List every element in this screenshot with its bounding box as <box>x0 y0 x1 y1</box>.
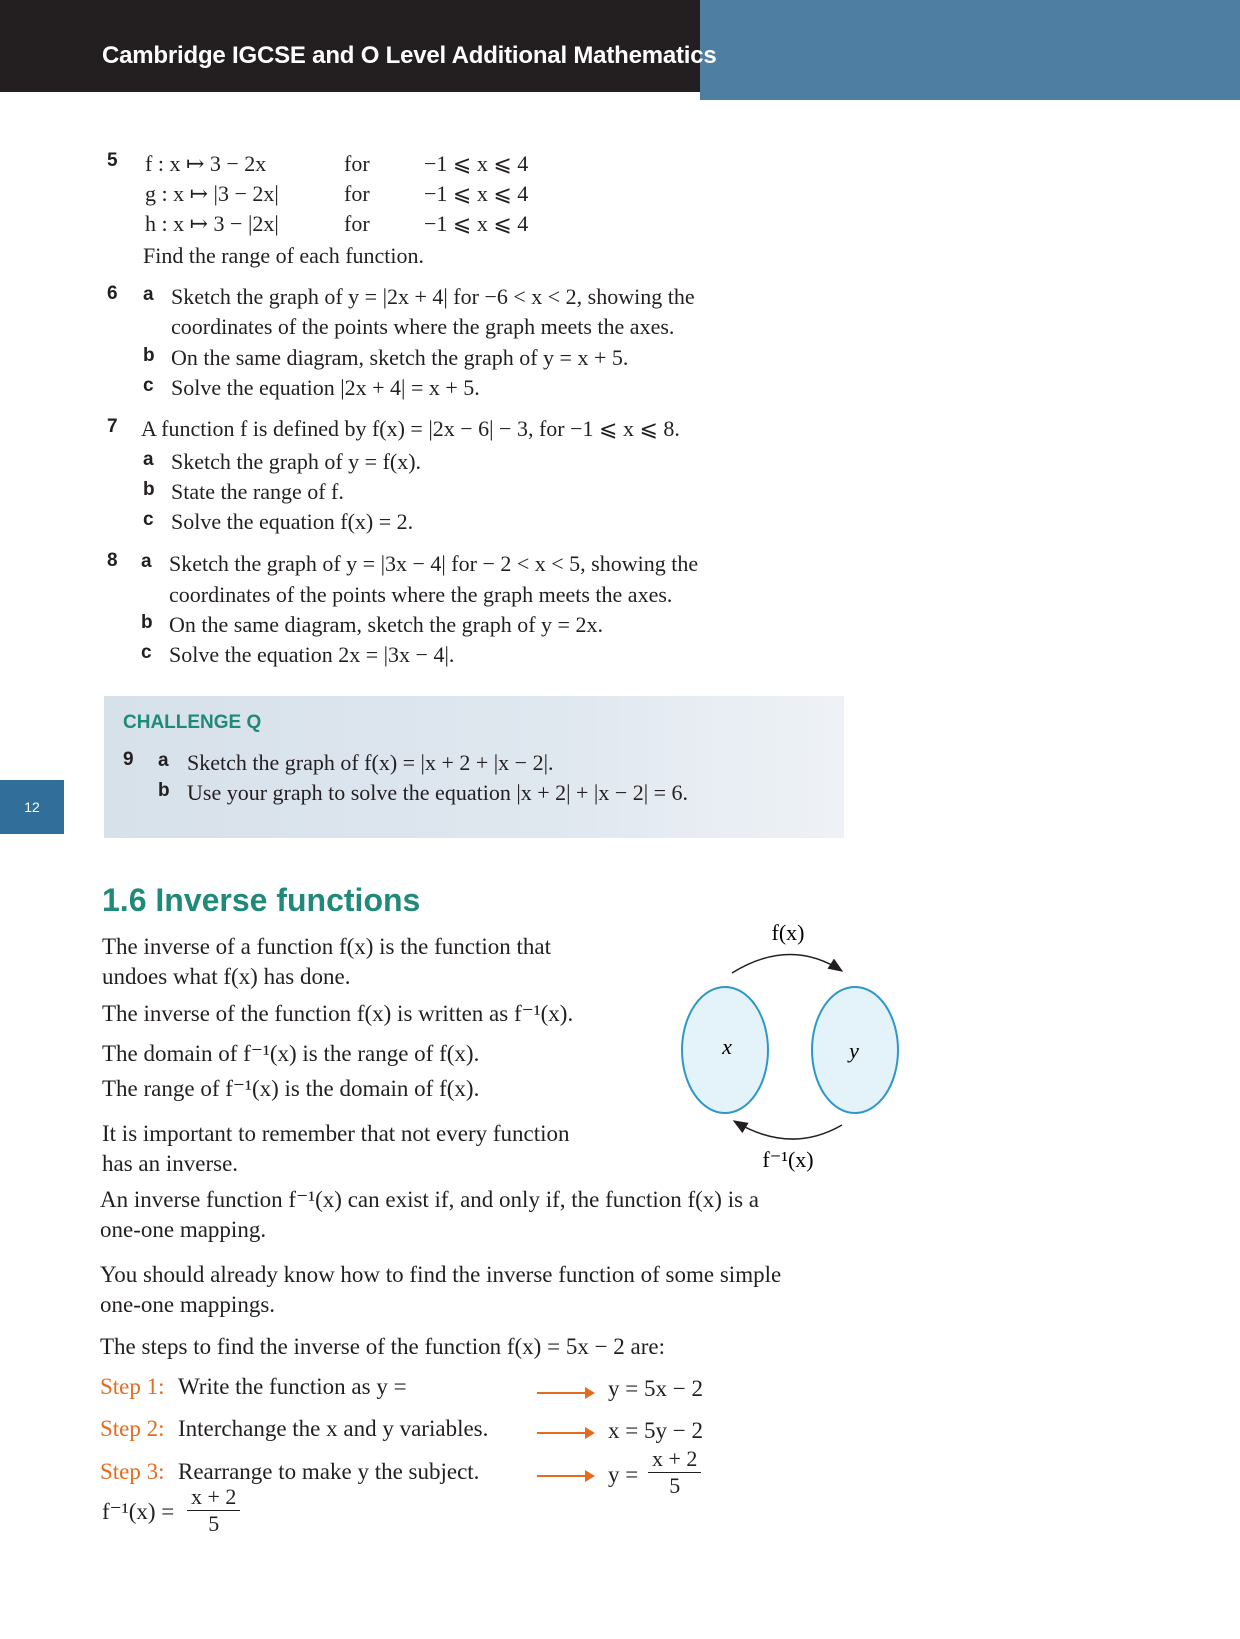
paragraph-line: The steps to find the inverse of the function f(x) = 5x − 2 are: <box>100 1334 666 1359</box>
challenge-title: CHALLENGE Q <box>123 712 262 733</box>
fraction-numerator: x + 2 <box>187 1484 240 1511</box>
q7-part-a: Sketch the graph of y = f(x). <box>171 449 422 474</box>
part-label: c <box>143 509 154 530</box>
step-result: y = 5x − 2 <box>608 1376 703 1401</box>
step-text: Rearrange to make y the subject. <box>178 1459 480 1484</box>
step-result-fraction <box>648 1446 701 1499</box>
paragraph-line: one-one mapping. <box>100 1217 267 1242</box>
paragraph-line: undoes what f(x) has done. <box>102 964 351 989</box>
part-label: c <box>141 642 152 663</box>
q5-row-g-name: g : x ↦ |3 − 2x| <box>145 181 279 206</box>
paragraph-line: The inverse of the function f(x) is written as f⁻¹(x). <box>102 1001 574 1026</box>
step-text: Write the function as y = <box>178 1374 407 1399</box>
diagram-top-label: f(x) <box>771 920 805 945</box>
q5-row-h-for: for <box>344 211 370 236</box>
step-label: Step 2: <box>100 1416 165 1441</box>
q6-part-b: On the same diagram, sketch the graph of y = x + 5. <box>171 345 629 370</box>
q5-row-h-name: h : x ↦ 3 − |2x| <box>145 211 279 236</box>
step-arrow <box>537 1432 593 1434</box>
domain-label: x <box>722 1034 732 1059</box>
step-arrow <box>537 1475 593 1477</box>
paragraph-line: You should already know how to find the inverse function of some simple <box>100 1262 782 1287</box>
step-text: Interchange the x and y variables. <box>178 1416 489 1441</box>
part-label: b <box>141 612 153 633</box>
q7-part-b: State the range of f. <box>171 479 344 504</box>
part-label: a <box>141 551 152 572</box>
header-accent-bar <box>700 0 1240 100</box>
part-label: a <box>143 284 154 305</box>
question-number: 6 <box>107 283 118 304</box>
fraction-denominator: 5 <box>669 1473 681 1498</box>
q6-part-a-cont: coordinates of the points where the graph meets the axes. <box>171 314 675 339</box>
paragraph-line: one-one mappings. <box>100 1292 276 1317</box>
q7-stem: A function f is defined by f(x) = |2x − 6| − 3, for −1 ⩽ x ⩽ 8. <box>141 416 680 441</box>
paragraph-line: The inverse of a function f(x) is the function that <box>102 934 551 959</box>
paragraph-line: An inverse function f⁻¹(x) can exist if, and only if, the function f(x) is a <box>100 1187 760 1212</box>
range-label: y <box>849 1038 859 1063</box>
diagram-bottom-label: f⁻¹(x) <box>762 1147 814 1172</box>
q5-instruction: Find the range of each function. <box>143 243 425 268</box>
inverse-mapping-diagram <box>670 915 910 1175</box>
q6-part-c: Solve the equation |2x + 4| = x + 5. <box>171 375 480 400</box>
q6-part-a: Sketch the graph of y = |2x + 4| for −6 < x < 2, showing the <box>171 284 695 309</box>
final-lhs: f⁻¹(x) = <box>102 1499 175 1524</box>
question-number: 9 <box>123 749 134 770</box>
q5-row-f-for: for <box>344 151 370 176</box>
final-fraction <box>187 1484 240 1537</box>
section-title: 1.6 Inverse functions <box>102 882 421 918</box>
book-title: Cambridge IGCSE and O Level Additional Mathematics <box>102 42 717 69</box>
part-label: b <box>158 780 170 801</box>
q8-part-a: Sketch the graph of y = |3x − 4| for − 2 < x < 5, showing the <box>169 551 699 576</box>
paragraph-line: The domain of f⁻¹(x) is the range of f(x). <box>102 1041 480 1066</box>
part-label: b <box>143 345 155 366</box>
q7-part-c: Solve the equation f(x) = 2. <box>171 509 414 534</box>
step-label: Step 1: <box>100 1374 165 1399</box>
q8-part-c: Solve the equation 2x = |3x − 4|. <box>169 642 455 667</box>
paragraph-line: has an inverse. <box>102 1151 239 1176</box>
part-label: a <box>158 750 169 771</box>
question-number: 7 <box>107 416 118 437</box>
paragraph-line: It is important to remember that not every function <box>102 1121 570 1146</box>
fraction-denominator: 5 <box>208 1511 220 1536</box>
page-number: 12 <box>0 780 64 834</box>
q8-part-a-cont: coordinates of the points where the graph meets the axes. <box>169 582 673 607</box>
question-number: 5 <box>107 150 118 171</box>
step-result: x = 5y − 2 <box>608 1418 703 1443</box>
step-label: Step 3: <box>100 1459 165 1484</box>
q5-row-h-domain: −1 ⩽ x ⩽ 4 <box>424 211 529 236</box>
q5-row-g-domain: −1 ⩽ x ⩽ 4 <box>424 181 529 206</box>
step-result-lhs: y = <box>608 1462 639 1487</box>
inverse-arrow <box>734 1121 842 1139</box>
q5-row-g-for: for <box>344 181 370 206</box>
forward-arrow <box>732 954 842 973</box>
part-label: a <box>143 449 154 470</box>
q5-row-f-domain: −1 ⩽ x ⩽ 4 <box>424 151 529 176</box>
challenge-part-a: Sketch the graph of f(x) = |x + 2 + |x − 2|. <box>187 750 554 775</box>
step-arrow <box>537 1392 593 1394</box>
part-label: c <box>143 375 154 396</box>
part-label: b <box>143 479 155 500</box>
fraction-numerator: x + 2 <box>648 1446 701 1473</box>
q5-row-f-name: f : x ↦ 3 − 2x <box>145 151 267 176</box>
q8-part-b: On the same diagram, sketch the graph of y = 2x. <box>169 612 603 637</box>
paragraph-line: The range of f⁻¹(x) is the domain of f(x). <box>102 1076 480 1101</box>
challenge-part-b: Use your graph to solve the equation |x + 2| + |x − 2| = 6. <box>187 780 689 805</box>
question-number: 8 <box>107 550 118 571</box>
